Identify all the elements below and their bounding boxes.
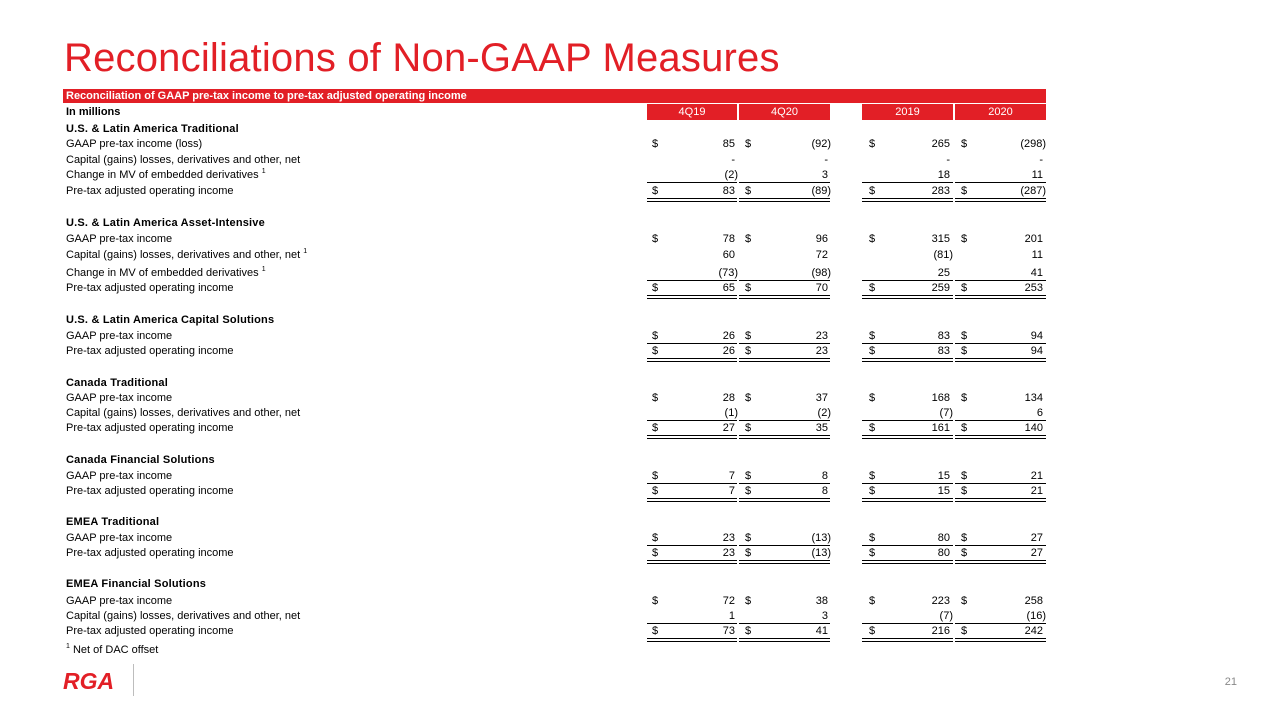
double-underline	[955, 358, 1046, 362]
currency-symbol: $	[652, 470, 659, 482]
currency-symbol: $	[869, 422, 876, 434]
table-cell-value: (92)	[811, 138, 831, 150]
row-label-text: Pre-tax adjusted operating income	[66, 547, 234, 559]
table-cell-value: 18	[937, 169, 950, 181]
currency-symbol: $	[961, 532, 968, 544]
currency-symbol: $	[652, 185, 659, 197]
table-cell-value: 8	[821, 485, 828, 497]
double-underline	[739, 498, 830, 502]
underline	[739, 182, 830, 183]
currency-symbol: $	[652, 138, 659, 150]
footnote-ref: 1	[261, 266, 266, 273]
section-title: U.S. & Latin America Asset-Intensive	[66, 217, 265, 229]
table-cell-value: 7	[728, 485, 735, 497]
currency-symbol: $	[652, 547, 659, 559]
table-cell-value: 23	[815, 345, 828, 357]
table-cell-value: 70	[815, 282, 828, 294]
table-cell-value: 3	[821, 610, 828, 622]
row-label	[66, 421, 234, 435]
table-cell-value: (98)	[811, 267, 831, 279]
row-label-text: Pre-tax adjusted operating income	[66, 422, 234, 434]
table-cell-value: 72	[815, 249, 828, 261]
row-label-text: GAAP pre-tax income (loss)	[66, 138, 203, 150]
table-cell-value: (16)	[1026, 610, 1046, 622]
row-label-text: Capital (gains) losses, derivatives and other, net	[66, 407, 301, 419]
logo-text: RGA	[63, 669, 115, 693]
row-label-text: GAAP pre-tax income	[66, 233, 173, 245]
double-underline	[647, 198, 737, 202]
currency-symbol: $	[745, 532, 752, 544]
row-label-text: Change in MV of embedded derivatives	[66, 267, 259, 279]
row-label	[66, 266, 266, 280]
row-label-text: Capital (gains) losses, derivatives and other, net	[66, 154, 301, 166]
double-underline	[739, 358, 830, 362]
double-underline	[862, 560, 953, 564]
table-cell-value: (2)	[724, 169, 738, 181]
table-cell-value: 83	[937, 345, 950, 357]
table-cell-value: 26	[722, 345, 735, 357]
row-label-text: Pre-tax adjusted operating income	[66, 345, 234, 357]
column-header-4q19: 4Q19	[678, 106, 706, 118]
table-cell-value: 265	[931, 138, 950, 150]
table-cell-value: 23	[815, 330, 828, 342]
double-underline	[647, 435, 737, 439]
section-title: Canada Traditional	[66, 377, 169, 389]
footnote	[66, 643, 158, 657]
table-cell-value: -	[946, 154, 950, 166]
table-cell-value: 25	[937, 267, 950, 279]
row-label-text: GAAP pre-tax income	[66, 330, 173, 342]
table-cell-value: (81)	[933, 249, 953, 261]
table-cell-value: (7)	[939, 610, 953, 622]
table-cell-value: 73	[722, 625, 735, 637]
row-label-text: GAAP pre-tax income	[66, 392, 173, 404]
table-cell-value: 21	[1030, 485, 1043, 497]
double-underline	[862, 638, 953, 642]
table-cell-value: -	[1039, 154, 1043, 166]
table-cell-value: (7)	[939, 407, 953, 419]
currency-symbol: $	[961, 595, 968, 607]
currency-symbol: $	[652, 625, 659, 637]
double-underline	[647, 560, 737, 564]
table-cell-value: 83	[937, 330, 950, 342]
currency-symbol: $	[961, 547, 968, 559]
table-cell-value: 23	[722, 532, 735, 544]
table-cell-value: 216	[931, 625, 950, 637]
table-cell-value: -	[731, 154, 735, 166]
table-cell-value: 80	[937, 547, 950, 559]
currency-symbol: $	[869, 625, 876, 637]
row-label	[66, 406, 300, 420]
underline	[647, 182, 737, 183]
currency-symbol: $	[869, 485, 876, 497]
table-cell-value: 258	[1024, 595, 1043, 607]
table-cell-value: 72	[722, 595, 735, 607]
double-underline	[955, 295, 1046, 299]
row-label-text: Pre-tax adjusted operating income	[66, 185, 234, 197]
table-cell-value: (298)	[1020, 138, 1046, 150]
table-cell-value: 8	[821, 470, 828, 482]
table-cell-value: 41	[1030, 267, 1043, 279]
table-cell-value: 23	[722, 547, 735, 559]
currency-symbol: $	[961, 345, 968, 357]
table-cell-value: 15	[937, 485, 950, 497]
row-label	[66, 344, 234, 358]
row-label-text: Pre-tax adjusted operating income	[66, 282, 234, 294]
row-label-text: Capital (gains) losses, derivatives and other, net	[66, 610, 301, 622]
currency-symbol: $	[745, 185, 752, 197]
double-underline	[862, 358, 953, 362]
currency-symbol: $	[869, 185, 876, 197]
underline	[862, 182, 953, 183]
double-underline	[739, 295, 830, 299]
table-cell-value: 35	[815, 422, 828, 434]
currency-symbol: $	[961, 138, 968, 150]
column-header-2019: 2019	[895, 106, 920, 118]
footnote-text: Net of DAC offset	[72, 644, 159, 656]
row-label	[66, 531, 172, 545]
row-label	[66, 184, 234, 198]
row-label	[66, 609, 300, 623]
table-cell-value: (13)	[811, 547, 831, 559]
table-cell-value: 11	[1031, 249, 1043, 261]
currency-symbol: $	[869, 532, 876, 544]
row-label-text: Pre-tax adjusted operating income	[66, 485, 234, 497]
row-label	[66, 153, 300, 167]
row-label	[66, 594, 172, 608]
section-title: EMEA Traditional	[66, 516, 160, 528]
table-cell-value: 259	[931, 282, 950, 294]
table-cell-value: (89)	[811, 185, 831, 197]
currency-symbol: $	[745, 345, 752, 357]
table-cell-value: 242	[1024, 625, 1043, 637]
currency-symbol: $	[961, 470, 968, 482]
double-underline	[955, 560, 1046, 564]
row-label	[66, 329, 172, 343]
table-cell-value: 201	[1024, 233, 1043, 245]
logo-divider	[133, 664, 134, 696]
footnote-ref: 1	[303, 248, 308, 255]
currency-symbol: $	[652, 282, 659, 294]
table-cell-value: 28	[722, 392, 735, 404]
currency-symbol: $	[869, 470, 876, 482]
double-underline	[739, 638, 830, 642]
table-cell-value: -	[824, 154, 828, 166]
table-cell-value: 140	[1024, 422, 1043, 434]
currency-symbol: $	[652, 595, 659, 607]
table-cell-value: 37	[815, 392, 828, 404]
double-underline	[647, 638, 737, 642]
currency-symbol: $	[652, 233, 659, 245]
currency-symbol: $	[745, 282, 752, 294]
row-label	[66, 546, 234, 560]
currency-symbol: $	[961, 185, 968, 197]
page-title: Reconciliations of Non-GAAP Measures	[64, 36, 780, 80]
table-cell-value: (2)	[817, 407, 831, 419]
footnote-mark: 1	[66, 643, 70, 650]
double-underline	[647, 498, 737, 502]
row-label	[66, 281, 234, 295]
currency-symbol: $	[745, 138, 752, 150]
currency-symbol: $	[652, 532, 659, 544]
row-label-text: GAAP pre-tax income	[66, 595, 173, 607]
row-label	[66, 484, 234, 498]
double-underline	[862, 435, 953, 439]
table-banner: Reconciliation of GAAP pre-tax income to pre-tax adjusted operating income	[63, 89, 1046, 103]
row-label	[66, 248, 307, 262]
row-label	[66, 391, 172, 405]
table-cell-value: 65	[722, 282, 735, 294]
table-cell-value: 94	[1030, 330, 1043, 342]
row-label-text: Change in MV of embedded derivatives	[66, 169, 259, 181]
table-cell-value: 80	[937, 532, 950, 544]
column-header-2020: 2020	[988, 106, 1013, 118]
row-label	[66, 624, 234, 638]
table-cell-value: 7	[728, 470, 735, 482]
table-cell-value: 60	[722, 249, 735, 261]
table-cell-value: 315	[931, 233, 950, 245]
underline	[955, 182, 1046, 183]
currency-symbol: $	[961, 485, 968, 497]
column-header-4q20: 4Q20	[771, 106, 798, 118]
currency-symbol: $	[869, 392, 876, 404]
table-cell-value: 11	[1031, 169, 1043, 181]
table-cell-value: 83	[722, 185, 735, 197]
currency-symbol: $	[869, 345, 876, 357]
table-cell-value: 223	[931, 595, 950, 607]
currency-symbol: $	[745, 625, 752, 637]
currency-symbol: $	[745, 392, 752, 404]
row-label-text: Pre-tax adjusted operating income	[66, 625, 234, 637]
currency-symbol: $	[961, 625, 968, 637]
currency-symbol: $	[745, 547, 752, 559]
table-cell-value: 134	[1024, 392, 1043, 404]
page-number: 21	[1224, 676, 1237, 688]
table-cell-value: 168	[931, 392, 950, 404]
table-cell-value: 1	[728, 610, 735, 622]
table-cell-value: 85	[722, 138, 735, 150]
currency-symbol: $	[961, 330, 968, 342]
currency-symbol: $	[745, 330, 752, 342]
currency-symbol: $	[745, 422, 752, 434]
section-title: U.S. & Latin America Capital Solutions	[66, 314, 275, 326]
currency-symbol: $	[961, 233, 968, 245]
currency-symbol: $	[869, 547, 876, 559]
currency-symbol: $	[652, 392, 659, 404]
rga-logo	[63, 669, 123, 698]
double-underline	[862, 498, 953, 502]
currency-symbol: $	[745, 595, 752, 607]
table-cell-value: (287)	[1020, 185, 1046, 197]
table-cell-value: 6	[1036, 407, 1043, 419]
units-label: In millions	[66, 106, 121, 118]
table-cell-value: 41	[815, 625, 828, 637]
row-label	[66, 168, 266, 182]
table-cell-value: 27	[1030, 532, 1043, 544]
currency-symbol: $	[961, 392, 968, 404]
table-cell-value: 3	[821, 169, 828, 181]
currency-symbol: $	[869, 282, 876, 294]
row-label-text: GAAP pre-tax income	[66, 470, 173, 482]
table-cell-value: 27	[1030, 547, 1043, 559]
double-underline	[955, 498, 1046, 502]
double-underline	[955, 435, 1046, 439]
currency-symbol: $	[652, 422, 659, 434]
table-cell-value: 96	[815, 233, 828, 245]
table-cell-value: 94	[1030, 345, 1043, 357]
table-cell-value: 283	[931, 185, 950, 197]
table-cell-value: (1)	[724, 407, 738, 419]
currency-symbol: $	[652, 485, 659, 497]
row-label	[66, 137, 202, 151]
currency-symbol: $	[869, 138, 876, 150]
section-title: EMEA Financial Solutions	[66, 578, 207, 590]
rga-logo-mark	[63, 669, 123, 693]
table-cell-value: 78	[722, 233, 735, 245]
section-title: U.S. & Latin America Traditional	[66, 123, 239, 135]
currency-symbol: $	[652, 330, 659, 342]
currency-symbol: $	[745, 233, 752, 245]
currency-symbol: $	[745, 470, 752, 482]
double-underline	[739, 435, 830, 439]
currency-symbol: $	[869, 233, 876, 245]
double-underline	[955, 638, 1046, 642]
row-label-text: GAAP pre-tax income	[66, 532, 173, 544]
double-underline	[862, 295, 953, 299]
row-label	[66, 232, 172, 246]
row-label	[66, 469, 172, 483]
currency-symbol: $	[869, 595, 876, 607]
table-cell-value: (13)	[811, 532, 831, 544]
section-title: Canada Financial Solutions	[66, 454, 215, 466]
table-cell-value: 253	[1024, 282, 1043, 294]
currency-symbol: $	[869, 330, 876, 342]
currency-symbol: $	[961, 422, 968, 434]
table-cell-value: 27	[722, 422, 735, 434]
double-underline	[739, 198, 830, 202]
table-cell-value: 15	[937, 470, 950, 482]
table-cell-value: (73)	[718, 267, 738, 279]
double-underline	[647, 358, 737, 362]
double-underline	[862, 198, 953, 202]
row-label-text: Capital (gains) losses, derivatives and other, net	[66, 249, 301, 261]
table-cell-value: 21	[1030, 470, 1043, 482]
currency-symbol: $	[745, 485, 752, 497]
currency-symbol: $	[652, 345, 659, 357]
double-underline	[647, 295, 737, 299]
table-cell-value: 26	[722, 330, 735, 342]
double-underline	[955, 198, 1046, 202]
table-cell-value: 161	[931, 422, 950, 434]
table-cell-value: 38	[815, 595, 828, 607]
double-underline	[739, 560, 830, 564]
footnote-ref: 1	[261, 168, 266, 175]
currency-symbol: $	[961, 282, 968, 294]
